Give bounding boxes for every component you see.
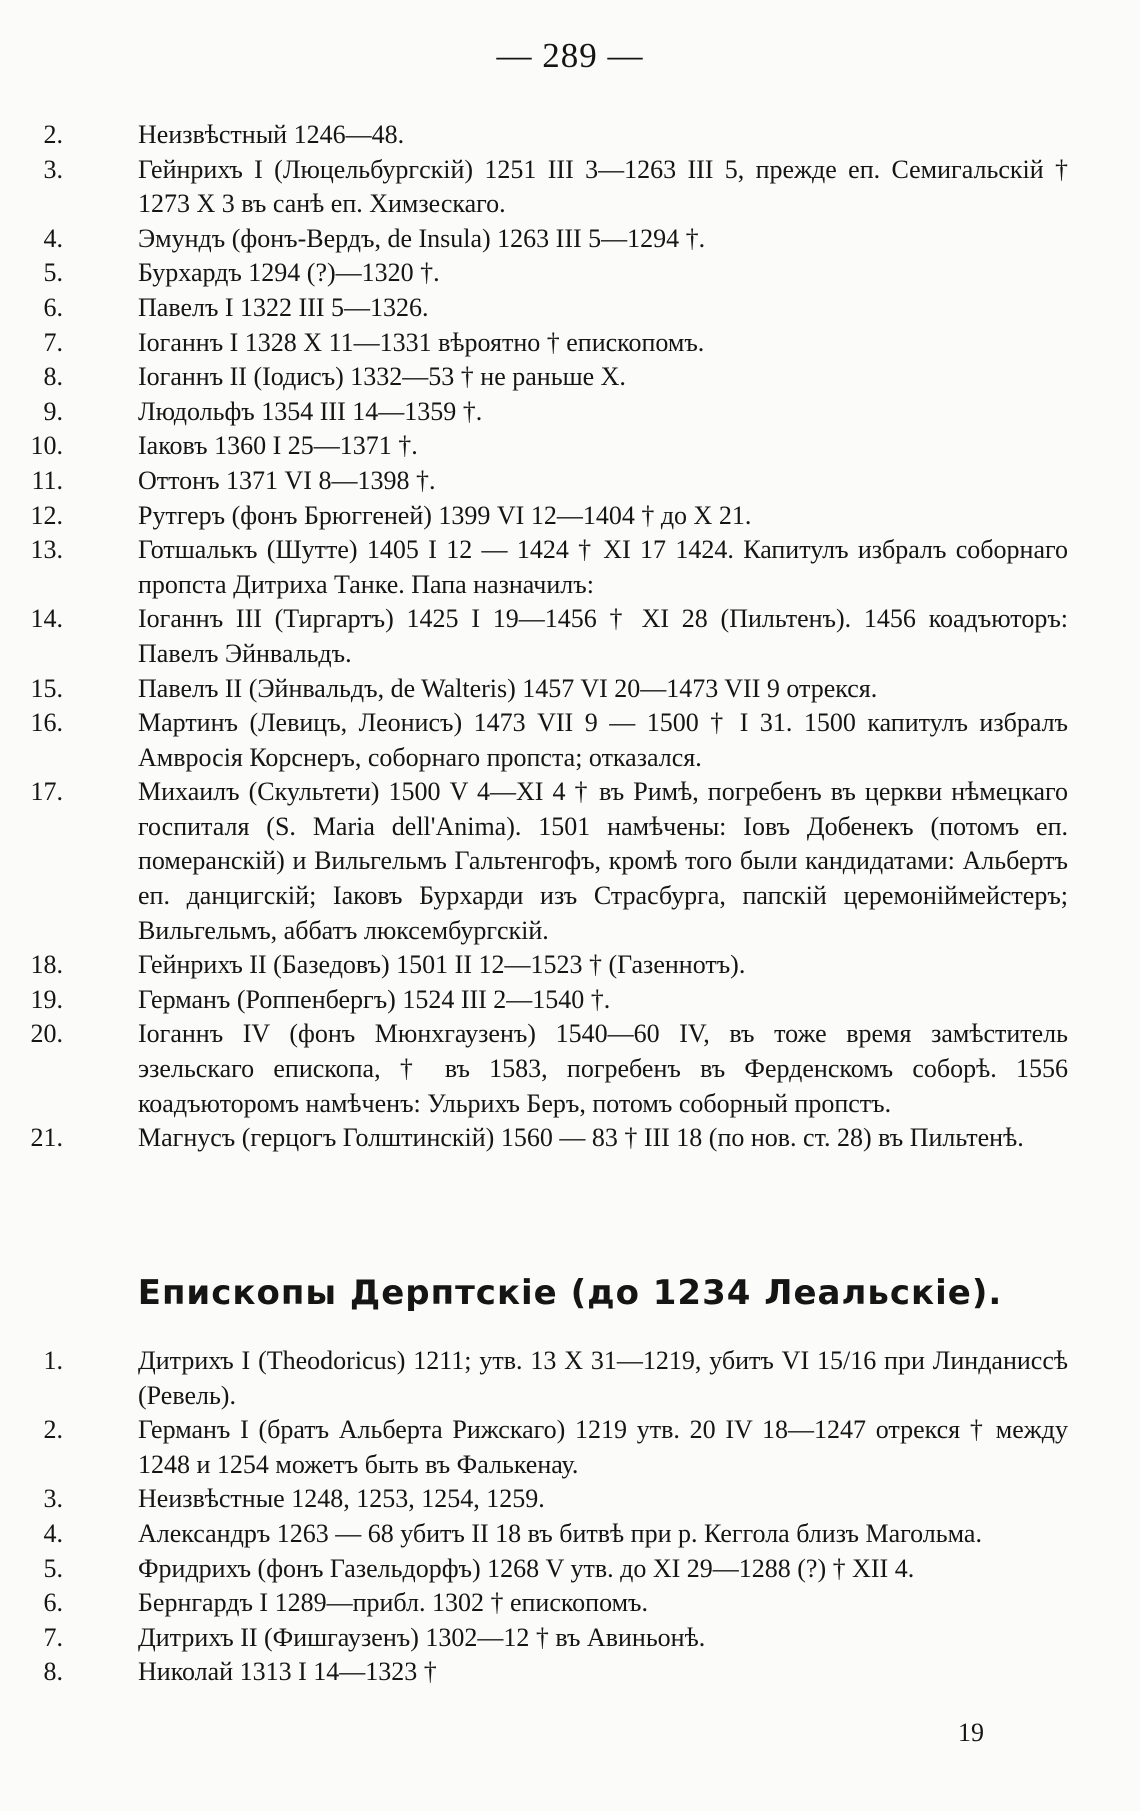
list-item [0,256,1068,291]
bishops-list-2 [0,1344,1068,1690]
list-item [0,1121,1068,1156]
list-item [0,1017,1068,1121]
item-text: Оттонъ 1371 VI 8—1398 †. [138,465,436,495]
list-item [0,395,1068,430]
list-item [0,360,1068,395]
item-number: 15. [30,673,63,703]
item-text: Неизвѣстные 1248, 1253, 1254, 1259. [138,1484,545,1514]
item-number: 1. [43,1346,63,1375]
item-text: Дитрихъ II (Фишгаузенъ) 1302—12 † въ Авиньонѣ. [138,1622,706,1652]
item-number: 5. [43,258,63,288]
page-number: — 289 — [496,36,644,75]
item-number: 21. [30,1123,63,1153]
item-text: Готшалькъ (Шутте) 1405 I 12 — 1424 † XI 17 1424. Капитулъ избралъ соборнаго пропста Дитриха Танке. Папа назначилъ: [138,535,1068,599]
list-item [0,326,1068,361]
item-number: 8. [43,1657,63,1687]
list-item [0,1586,1068,1621]
list-item [0,499,1068,534]
list-item [0,1655,1068,1690]
section-heading: Епископы Дерптскіе (до 1234 Леальскіе). [137,1273,1003,1313]
list-item [0,1344,1068,1413]
item-number: 7. [43,327,63,357]
item-number: 2. [43,1415,63,1445]
item-text: Магнусъ (герцогъ Голштинскій) 1560 — 83 † III 18 (по нов. ст. 28) въ Пильтенѣ. [138,1123,1024,1153]
item-text: Іоганнъ III (Тиргартъ) 1425 I 19—1456 † XI 28 (Пильтенъ). 1456 коадъюторъ: Павелъ Эйнвальдъ. [138,604,1068,668]
item-number: 5. [43,1553,63,1583]
item-number: 6. [43,292,63,322]
list-item [0,429,1068,464]
item-text: Мартинъ (Левицъ, Леонисъ) 1473 VII 9 — 1500 † I 31. 1500 капитулъ избралъ Амвросія Корснеръ, соборнаго пропста; отказался. [138,708,1068,772]
list-item [0,291,1068,326]
list-item [0,775,1068,948]
item-number: 8. [43,362,63,392]
item-number: 6. [43,1588,63,1618]
item-number: 13. [30,535,63,565]
item-text: Фридрихъ (фонъ Газельдорфъ) 1268 V утв. до XI 29—1288 (?) † XII 4. [138,1553,915,1583]
item-number: 4. [43,1518,63,1548]
list-item [0,118,1068,153]
list-item [0,464,1068,499]
item-number: 3. [43,154,63,184]
item-number: 20. [30,1019,63,1049]
item-text: Николай 1313 I 14—1323 † [138,1657,437,1687]
item-text: Гейнрихъ II (Базедовъ) 1501 II 12—1523 † (Газеннотъ). [138,950,746,980]
item-number: 9. [43,396,63,426]
item-text: Гейнрихъ I (Люцельбургскій) 1251 III 3—1263 III 5, прежде еп. Семигальскій † 1273 X 3 въ санѣ еп. Химзескаго. [138,154,1068,219]
item-text: Эмундъ (фонъ-Вердъ, de Insula) 1263 III 5—1294 †. [138,223,706,253]
item-number: 7. [43,1622,63,1652]
item-number: 3. [43,1484,63,1514]
list-item [0,1552,1068,1587]
list-item [0,222,1068,257]
item-number: 4. [43,223,63,253]
list-item [0,1413,1068,1482]
item-text: Дитрихъ I (Theodoricus) 1211; утв. 13 X 31—1219, убитъ VI 15/16 при Линданиссѣ (Ревель). [138,1346,1068,1410]
list-item [0,983,1068,1018]
item-text: Германъ (Роппенбергъ) 1524 III 2—1540 †. [138,984,611,1014]
list-item [0,1482,1068,1517]
list-item [0,153,1068,222]
list-item [0,672,1068,707]
list-item [0,533,1068,602]
item-number: 2. [43,120,63,149]
item-number: 17. [30,777,63,807]
item-number: 16. [30,708,63,738]
signature-mark: 19 [958,1718,984,1747]
item-text: Іоганнъ II (Іодисъ) 1332—53 † не раньше X. [138,362,626,392]
list-item [0,602,1068,671]
item-text: Рутгеръ (фонъ Брюггеней) 1399 VI 12—1404 † до X 21. [138,500,752,530]
list-item [0,948,1068,983]
item-text: Іоганнъ I 1328 X 11—1331 вѣроятно † епископомъ. [138,327,705,357]
item-text: Александръ 1263 — 68 убитъ II 18 въ битвѣ при р. Кеггола близъ Магольма. [138,1518,982,1548]
item-number: 10. [30,431,63,461]
item-number: 11. [31,465,63,495]
item-text: Михаилъ (Скультети) 1500 V 4—XI 4 † въ Римѣ, погребенъ въ церкви нѣмецкаго госпиталя (S. Maria dell'Anima). 1501 намѣчены: Іовъ Добенекъ (потомъ еп. померанскій) и Вильгельмъ Гальтенгофъ, кромѣ того были кандидатами: Альбертъ еп. данцигскій; Іаковъ Бурхарди изъ Страсбурга, папскій церемоніймейстеръ; Вильгельмъ, аббатъ люксембургскій. [138,777,1068,945]
list-item [0,706,1068,775]
item-text: Павелъ I 1322 III 5—1326. [138,292,429,322]
item-text: Павелъ II (Эйнвальдъ, de Walteris) 1457 VI 20—1473 VII 9 отрекся. [138,673,878,703]
bishops-list-1 [0,118,1068,1156]
item-text: Іоганнъ IV (фонъ Мюнхгаузенъ) 1540—60 IV, въ тоже время замѣститель эзельскаго епископа, † въ 1583, погребенъ въ Ферденскомъ соборѣ. 1556 коадъюторомъ намѣченъ: Ульрихъ Беръ, потомъ соборный пропстъ. [138,1019,1068,1118]
item-number: 19. [30,984,63,1014]
list-item [0,1621,1068,1656]
list-item [0,1517,1068,1552]
item-number: 12. [30,500,63,530]
item-text: Германъ I (братъ Альберта Рижскаго) 1219 утв. 20 IV 18—1247 отрекся † между 1248 и 1254 можетъ быть въ Фалькенау. [138,1415,1068,1479]
item-text: Неизвѣстный 1246—48. [138,120,405,149]
item-number: 14. [30,604,63,634]
item-text: Бернгардъ I 1289—прибл. 1302 † епископомъ. [138,1588,648,1618]
item-text: Людольфъ 1354 III 14—1359 †. [138,396,483,426]
item-text: Іаковъ 1360 I 25—1371 †. [138,431,418,461]
item-number: 18. [30,950,63,980]
item-text: Бурхардъ 1294 (?)—1320 †. [138,258,440,288]
